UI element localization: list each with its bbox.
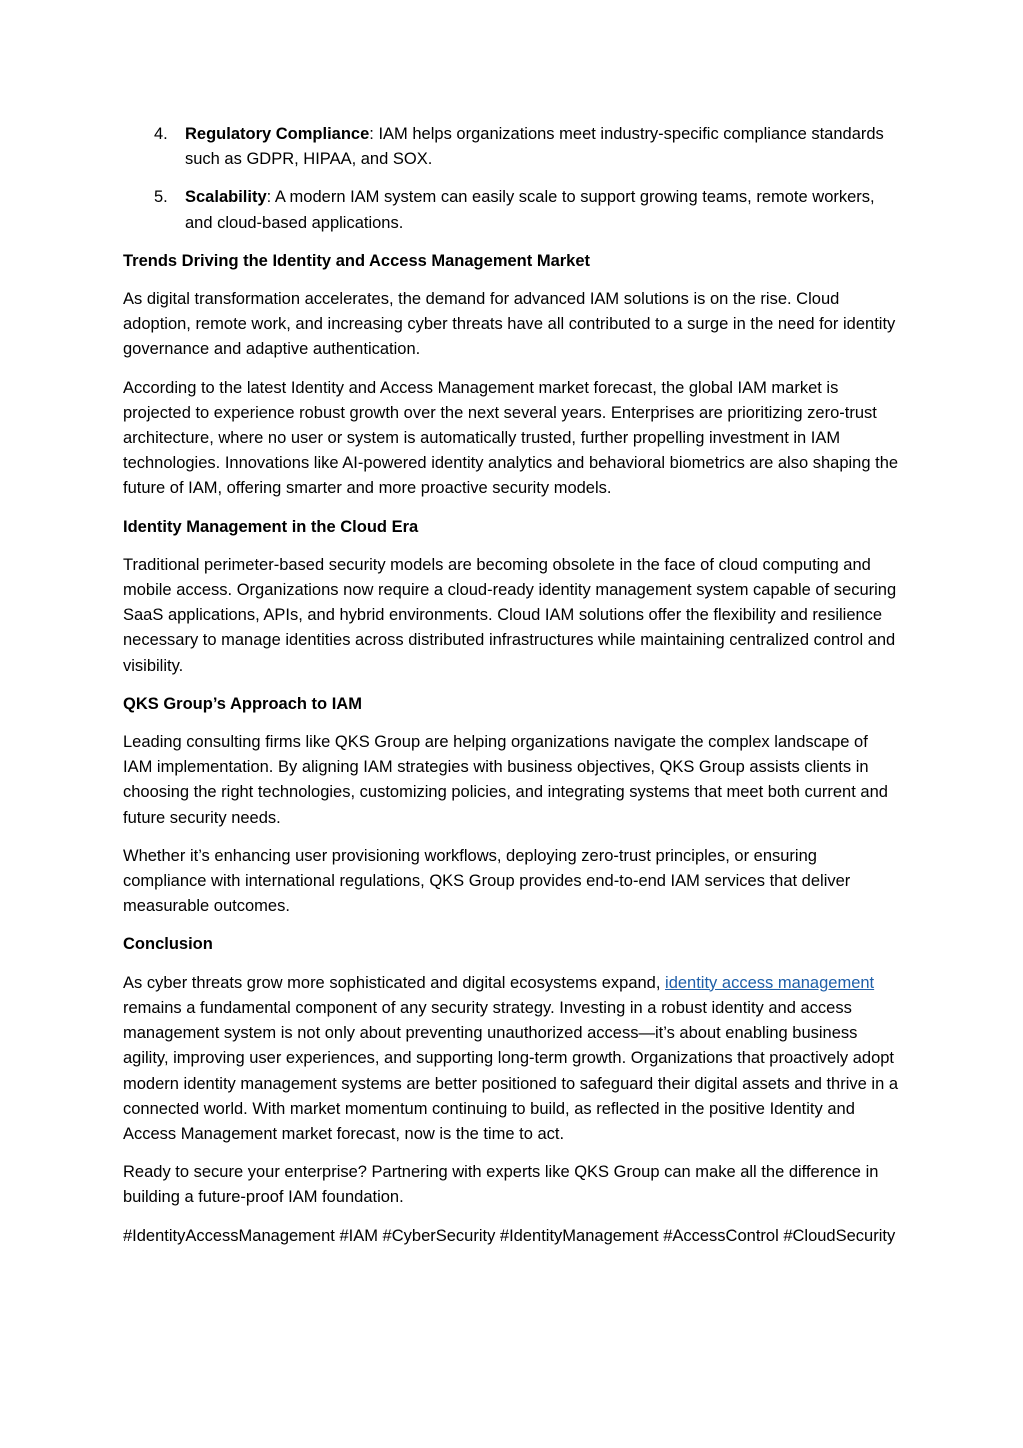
paragraph-conclusion-2: Ready to secure your enterprise? Partnering with experts like QKS Group can make all the difference in building a future-proof IAM foundation. — [123, 1163, 879, 1207]
list-item-term: Regulatory Compliance — [185, 125, 370, 143]
paragraph-qks-2: Whether it’s enhancing user provisioning workflows, deploying zero-trust principles, or ensuring compliance with international regulations, QKS Group provides end-to-end IAM services that deliver measurable outcomes. — [123, 846, 851, 916]
list-item-term: Scalability — [185, 188, 267, 207]
conclusion-text-before-link: As cyber threats grow more sophisticated and digital ecosystems expand, — [123, 973, 666, 992]
paragraph-qks-1: Leading consulting firms like QKS Group are helping organizations navigate the complex landscape of IAM implementation. By aligning IAM strategies with business objectives, QKS Group assists clients in choosing the right technologies, customizing policies, and integrating systems that meet both current and future security needs. — [123, 733, 888, 827]
list-item-scalability — [123, 185, 899, 235]
list-item-regulatory-compliance — [123, 122, 899, 172]
paragraph-cloud-1: Traditional perimeter-based security models are becoming obsolete in the face of cloud computing and mobile access. Organizations now require a cloud-ready identity management system capable of securing SaaS applications, APIs, and hybrid environments. Cloud IAM solutions offer the flexibility and resilience necessary to manage identities across distributed infrastructures while maintaining centralized control and visibility. — [123, 555, 897, 675]
identity-access-management-link[interactable]: identity access management — [665, 973, 875, 992]
document-body — [123, 122, 899, 1262]
list-number: 4. — [154, 125, 168, 143]
list-number: 5. — [154, 188, 168, 207]
hashtags: #IdentityAccessManagement #IAM #CyberSecurity #IdentityManagement #AccessControl #CloudSecurity — [123, 1226, 896, 1245]
conclusion-text-after-link: remains a fundamental component of any security strategy. Investing in a robust identity and access management system is not only about preventing unauthorized access—it’s about enabling business agility, improving user experiences, and supporting long-term growth. Organizations that proactively adopt modern identity management systems are better positioned to safeguard their digital assets and thrive in a connected world. With market momentum continuing to build, as reflected in the positive Identity and Access Management market forecast, now is the time to act. — [123, 998, 899, 1143]
paragraph-trends-1: As digital transformation accelerates, the demand for advanced IAM solutions is on the rise. Cloud adoption, remote work, and increasing cyber threats have all contributed to a surge in the need for identity governance and adaptive authentication. — [123, 290, 896, 359]
heading-trends: Trends Driving the Identity and Access Management Market — [123, 251, 591, 270]
paragraph-trends-2: According to the latest Identity and Access Management market forecast, the global IAM market is projected to experience robust growth over the next several years. Enterprises are prioritizing zero-trust architecture, where no user or system is automatically trusted, further propelling investment in IAM technologies. Innovations like AI-powered identity analytics and behavioral biometrics are also shaping the future of IAM, offering smarter and more proactive security models. — [123, 378, 899, 498]
heading-qks-approach: QKS Group’s Approach to IAM — [123, 694, 362, 713]
heading-conclusion: Conclusion — [123, 935, 213, 954]
heading-cloud-era: Identity Management in the Cloud Era — [123, 517, 419, 536]
list-item-text: : A modern IAM system can easily scale to support growing teams, remote workers, and cloud-based applications. — [185, 188, 875, 232]
paragraph-conclusion-1 — [123, 971, 899, 1147]
list-item-text: : IAM helps organizations meet industry-specific compliance standards such as GDPR, HIPAA, and SOX. — [185, 125, 884, 169]
